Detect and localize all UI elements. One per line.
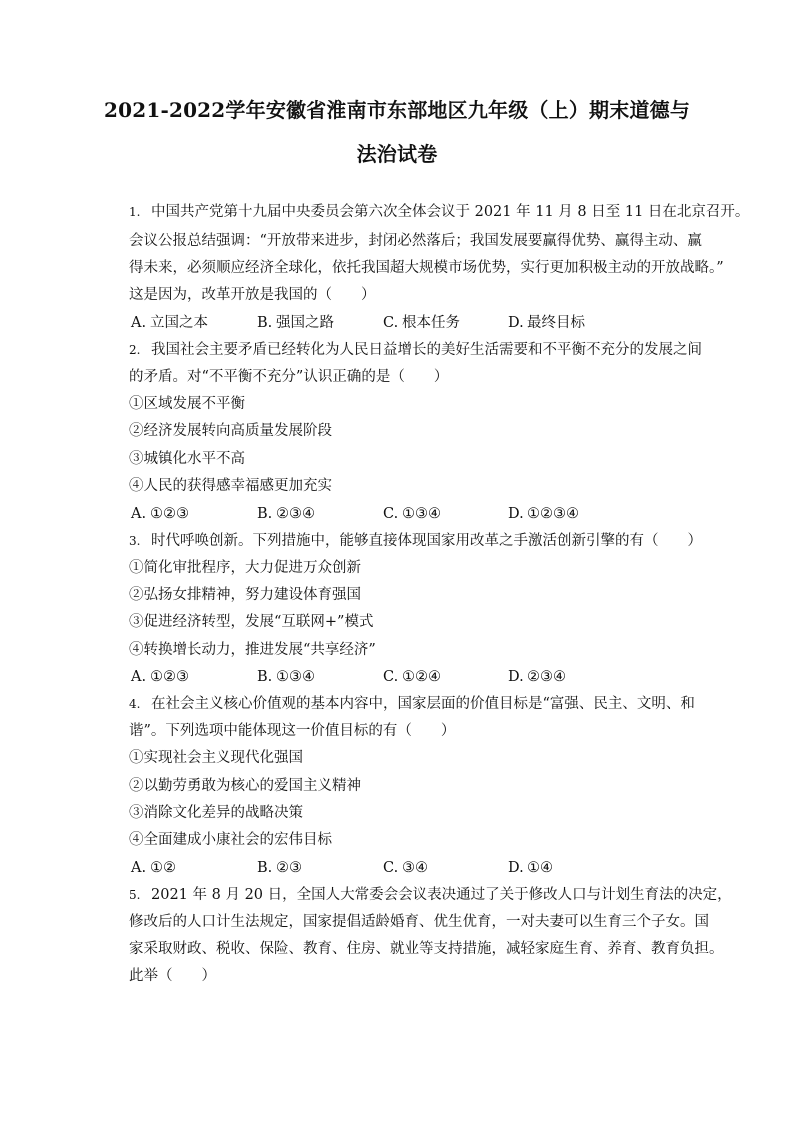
question-5-line-2: 修改后的人口计生法规定，国家提倡适龄婚育、优生优育，一对夫妻可以生育三个子女。国 [129,914,709,930]
question-3-line-1: 3. 时代呼唤创新。下列措施中，能够直接体现国家用改革之手激活创新引擎的有（ ） [129,533,702,549]
question-5-line-1: 5. 2021 年 8 月 20 日，全国人大常委会会议表决通过了关于修改人口与计划生育法的决定， [129,887,732,903]
question-1-line-3: 得未来，必须顺应经济全球化，依托我国超大规模市场优势，实行更加积极主动的开放战略。” [129,260,724,276]
question-1-line-1: 1. 中国共产党第十九届中央委员会第六次全体会议于 2021 年 11 月 8 日至 11 日在北京召开。 [129,204,750,220]
question-3-option-d: D. ②③④ [508,669,566,685]
question-4-option-a: A. ①② [131,860,176,876]
question-4-statement-2: ②以勤劳勇敢为核心的爱国主义精神 [129,778,361,794]
question-number: 2. [129,343,141,357]
question-4-line-1: 4. 在社会主义核心价值观的基本内容中，国家层面的价值目标是“富强、民主、文明、和 [129,696,695,712]
question-number: 1. [129,205,141,219]
question-4-line-2: 谐”。下列选项中能体现这一价值目标的有（ ） [129,723,456,739]
question-2-line-2: 的矛盾。对“不平衡不充分”认识正确的是（ ） [129,369,449,385]
question-1-option-b: B. 强国之路 [257,315,334,331]
question-3-statement-2: ②弘扬女排精神，努力建设体育强国 [129,587,361,603]
question-2-line-1: 2. 我国社会主要矛盾已经转化为人民日益增长的美好生活需要和不平衡不充分的发展之间 [129,342,702,358]
question-1-option-c: C. 根本任务 [383,315,460,331]
question-4-option-b: B. ②③ [257,860,302,876]
question-3-statement-1: ①简化审批程序，大力促进万众创新 [129,560,361,576]
question-4-option-c: C. ③④ [383,860,428,876]
exam-title-line-2: 法治试卷 [356,142,438,166]
question-1-line-2: 会议公报总结强调：“开放带来进步，封闭必然落后；我国发展要赢得优势、赢得主动、赢 [129,233,702,249]
question-3-option-a: A. ①②③ [131,669,189,685]
question-1-line-4: 这是因为，改革开放是我国的（ ） [129,287,376,303]
question-2-option-a: A. ①②③ [131,506,189,522]
question-2-option-b: B. ②③④ [257,506,315,522]
question-1-option-a: A. 立国之本 [131,315,208,331]
question-2-option-c: C. ①③④ [383,506,441,522]
question-4-option-d: D. ①④ [508,860,553,876]
question-3-statement-4: ④转换增长动力，推进发展“共享经济” [129,642,376,658]
question-2-statement-1: ①区域发展不平衡 [129,396,245,412]
question-1-option-d: D. 最终目标 [508,315,585,331]
question-number: 4. [129,697,141,711]
question-4-statement-4: ④全面建成小康社会的宏伟目标 [129,832,332,848]
question-4-statement-1: ①实现社会主义现代化强国 [129,750,303,766]
question-2-statement-4: ④人民的获得感幸福感更加充实 [129,478,332,494]
question-number: 5. [129,888,141,902]
question-3-statement-3: ③促进经济转型，发展“互联网+”模式 [129,614,374,630]
question-5-line-4: 此举（ ） [129,968,216,984]
question-2-option-d: D. ①②③④ [508,506,579,522]
exam-title-line-1: 2021-2022学年安徽省淮南市东部地区九年级（上）期末道德与 [103,98,691,122]
question-3-option-c: C. ①②④ [383,669,441,685]
question-2-statement-2: ②经济发展转向高质量发展阶段 [129,423,332,439]
question-2-statement-3: ③城镇化水平不高 [129,451,245,467]
question-3-option-b: B. ①③④ [257,669,315,685]
question-4-statement-3: ③消除文化差异的战略决策 [129,805,303,821]
question-5-line-3: 家采取财政、税收、保险、教育、住房、就业等支持措施，减轻家庭生育、养育、教育负担。 [129,941,724,957]
question-number: 3. [129,534,141,548]
